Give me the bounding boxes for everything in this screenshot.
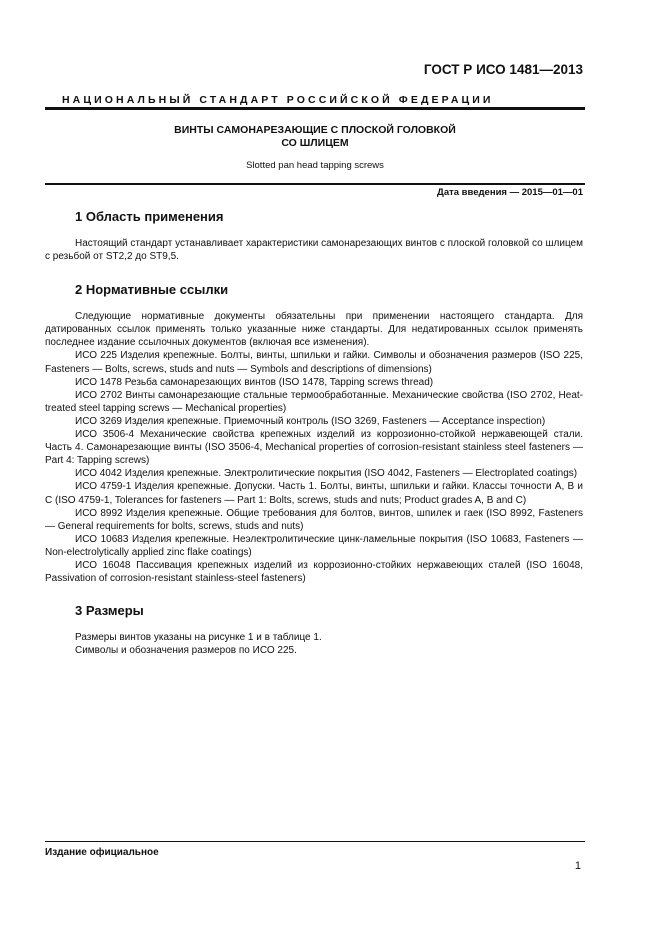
title-line-1: ВИНТЫ САМОНАРЕЗАЮЩИЕ С ПЛОСКОЙ ГОЛОВКОЙ [174,124,456,136]
paragraph: Размеры винтов указаны на рисунке 1 и в таблице 1. [75,632,322,644]
reference-item: ИСО 4042 Изделия крепежные. Электролитические покрытия (ISO 4042, Fasteners — Electroplated coatings) [75,468,578,480]
section-body-3 [45,631,583,657]
national-standard-line: НАЦИОНАЛЬНЫЙ СТАНДАРТ РОССИЙСКОЙ ФЕДЕРАЦИИ [62,94,494,106]
reference-item: ИСО 8992 Изделия крепежные. Общие требования для болтов, винтов, шпилек и гаек (ISO 8992, Fasteners — General requirements for bolts, screws, studs and nuts) [45,507,583,532]
section-heading-3: 3 Размеры [75,603,144,619]
official-edition-label: Издание официальное [45,847,159,858]
paragraph: Следующие нормативные документы обязательны при применении настоящего стандарта. Для датированных ссылок применять только указанные ниже стандарты. Для недатированных ссылок применять последнее издание ссылочных документов (включая все изменения). [45,311,583,349]
reference-item: ИСО 4759-1 Изделия крепежные. Допуски. Часть 1. Болты, винты, шпильки и гайки. Классы точности А, В и С (ISO 4759-1, Tolerances for fasteners — Part 1: Bolts, screws, studs and nuts; Product grades A, B and C) [45,481,583,506]
document-title [45,124,585,150]
page-number: 1 [574,860,581,872]
standard-code: ГОСТ Р ИСО 1481—2013 [423,62,583,77]
section-heading-2: 2 Нормативные ссылки [75,282,229,298]
title-rule [45,183,585,185]
reference-item: ИСО 1478 Резьба самонарезающих винтов (ISO 1478, Tapping screws thread) [75,376,434,388]
paragraph: Настоящий стандарт устанавливает характеристики самонарезающих винтов с плоской головкой со шлицем с резьбой от ST2,2 до ST9,5. [45,238,583,263]
reference-item: ИСО 3506-4 Механические свойства крепежных изделий из коррозионно-стойкой нержавеющей стали. Часть 4. Самонарезающие винты (ISO 3506-4, Mechanical properties of corrosion-resistant stainless steel fasteners — Part 4: Tapping screws) [45,429,583,467]
reference-item: ИСО 3269 Изделия крепежные. Приемочный контроль (ISO 3269, Fasteners — Acceptance inspection) [75,415,546,427]
footer-rule [45,841,585,842]
header-rule [45,107,585,110]
document-body [45,206,583,657]
reference-item: ИСО 2702 Винты самонарезающие стальные термообработанные. Механические свойства (ISO 2702, Heat-treated steel tapping screws — Mechanical properties) [45,389,583,414]
title-line-2: СО ШЛИЦЕМ [281,137,349,149]
section-body-2 [45,310,583,585]
reference-item: ИСО 10683 Изделия крепежные. Неэлектролитические цинк-ламельные покрытия (ISO 10683, Fasteners — Non-electrolytically applied zinc flake coatings) [45,533,583,558]
section-heading-1: 1 Область применения [75,209,224,224]
paragraph: Символы и обозначения размеров по ИСО 225. [75,645,297,657]
english-title: Slotted pan head tapping screws [246,160,384,171]
reference-item: ИСО 16048 Пассивация крепежных изделий из коррозионно-стойких нержавеющих сталей (ISO 16048, Passivation of corrosion-resistant stainless-steel fasteners) [45,559,583,585]
section-body-1 [45,237,583,263]
introduction-date: Дата введения — 2015—01—01 [437,187,583,198]
reference-item: ИСО 225 Изделия крепежные. Болты, винты, шпильки и гайки. Символы и обозначения размеров (ISO 225, Fasteners — Bolts, screws, studs and nuts — Symbols and descriptions of dimensions) [45,350,583,375]
